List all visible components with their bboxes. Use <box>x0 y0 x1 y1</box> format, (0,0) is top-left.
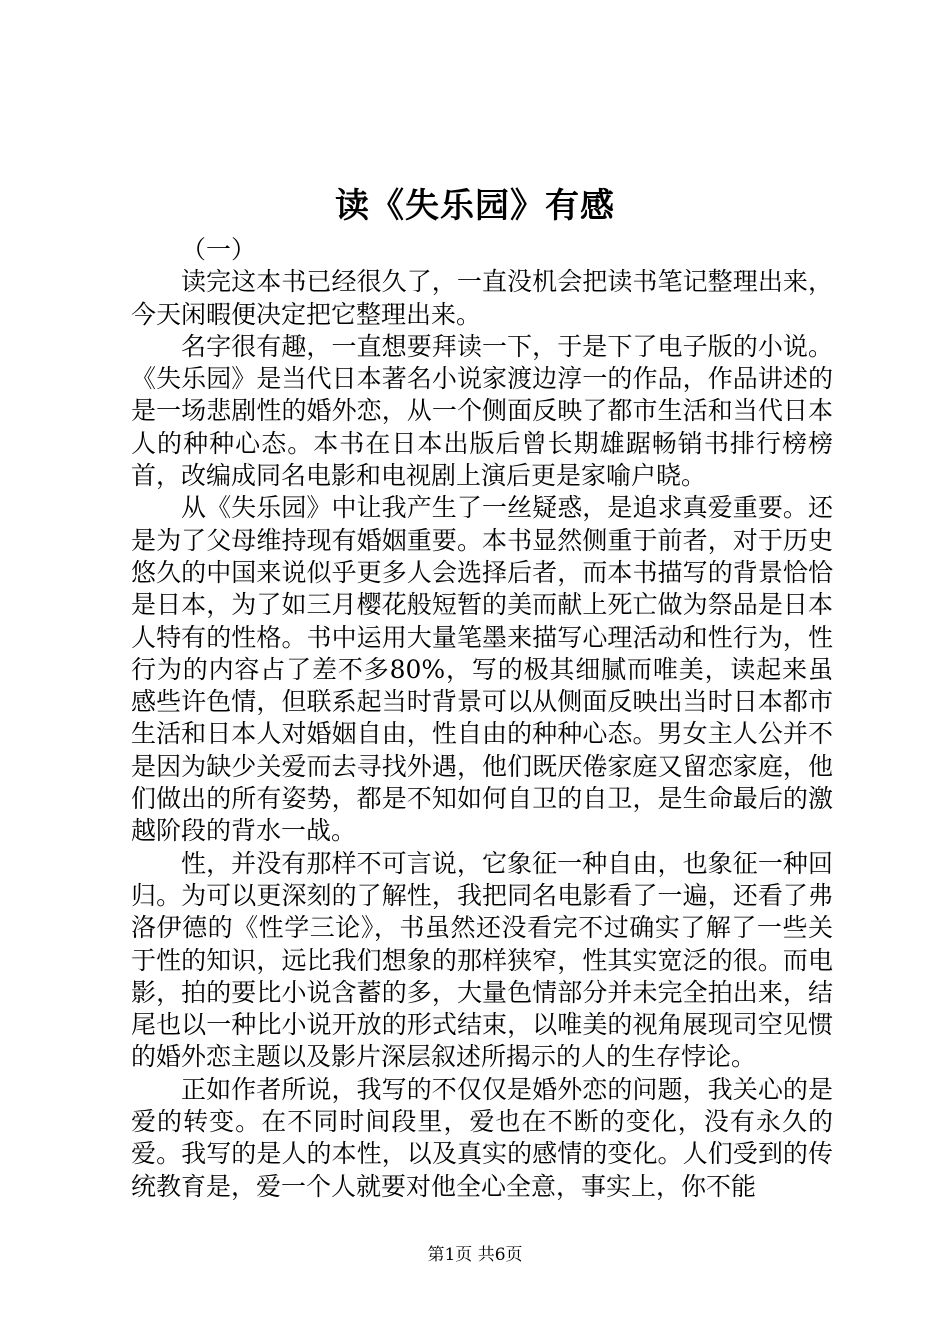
paragraph-2: 名字很有趣，一直想要拜读一下，于是下了电子版的小说。《失乐园》是当代日本著名小说家渡边淳一的作品，作品讲述的是一场悲剧性的婚外恋，从一个侧面反映了都市生活和当代日本人的种种心态。本书在日本出版后曾长期雄踞畅销书排行榜榜首，改编成同名电影和电视剧上演后更是家喻户晓。 <box>131 331 833 491</box>
paragraph-5: 正如作者所说，我写的不仅仅是婚外恋的问题，我关心的是爱的转变。在不同时间段里，爱也在不断的变化，没有永久的爱。我写的是人的本性，以及真实的感情的变化。人们受到的传统教育是，爱一个人就要对他全心全意，事实上，你不能 <box>131 1074 833 1201</box>
paragraph-3: 从《失乐园》中让我产生了一丝疑惑，是追求真爱重要。还是为了父母维持现有婚姻重要。本书显然侧重于前者，对于历史悠久的中国来说似乎更多人会选择后者，而本书描写的背景恰恰是日本，为了如三月樱花般短暂的美而献上死亡做为祭品是日本人特有的性格。书中运用大量笔墨来描写心理活动和性行为，性行为的内容占了差不多80%，写的极其细腻而唯美，读起来虽感些许色情，但联系起当时背景可以从侧面反映出当时日本都市生活和日本人对婚姻自由，性自由的种种心态。男女主人公并不是因为缺少关爱而去寻找外遇，他们既厌倦家庭又留恋家庭，他们做出的所有姿势，都是不知如何自卫的自卫，是生命最后的激越阶段的背水一战。 <box>131 493 833 846</box>
document-title: 读《失乐园》有感 <box>335 186 615 226</box>
section-label: （一） <box>181 235 257 264</box>
paragraph-4: 性，并没有那样不可言说，它象征一种自由，也象征一种回归。为可以更深刻的了解性，我把同名电影看了一遍，还看了弗洛伊德的《性学三论》，书虽然还没看完不过确实了解了一些关于性的知识，远比我们想象的那样狭窄，性其实宽泛的很。而电影，拍的要比小说含蓄的多，大量色情部分并未完全拍出来，结尾也以一种比小说开放的形式结束，以唯美的视角展现司空见惯的婚外恋主题以及影片深层叙述所揭示的人的生存悖论。 <box>131 848 833 1072</box>
page-indicator: 第1页 共6页 <box>427 1245 523 1265</box>
page-footer <box>0 1243 950 1267</box>
paragraph-1: 读完这本书已经很久了，一直没机会把读书笔记整理出来，今天闲暇便决定把它整理出来。 <box>131 267 833 329</box>
document-body <box>131 234 833 1203</box>
